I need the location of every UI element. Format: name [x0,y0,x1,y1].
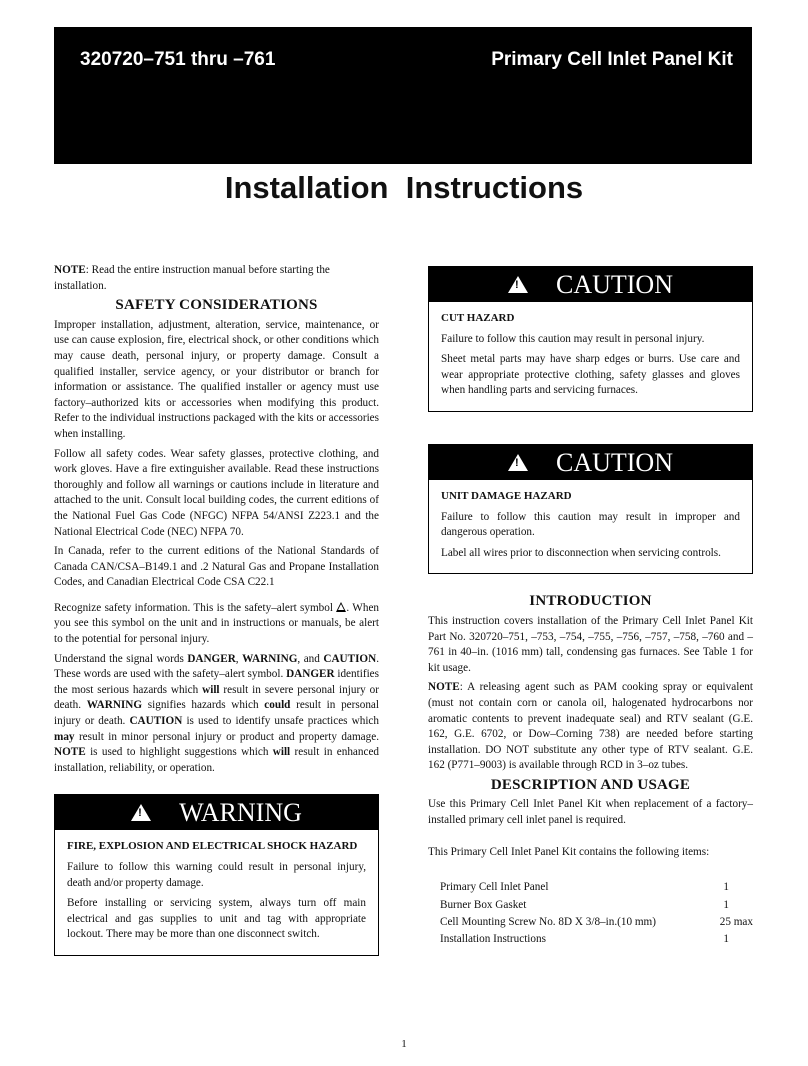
list-item [440,880,753,897]
item-name: Cell Mounting Screw No. 8D X 3/8–in.(10 mm) [440,916,656,929]
item-qty: 1 [723,933,729,946]
sw-text: identifies the most serious hazards which [54,668,379,696]
safety-paragraph-1: Improper installation, adjustment, alteration, service, maintenance, or use can cause explosion, fire, electrical shock, or other conditions which may cause death, personal injury, or property damage. Consult a qualified installer, service agency, or your distributor or branch for information or assistance. The qualified installer or agency must use factory–authorized kits or accessories when modifying this product. Refer to the individual instructions packaged with the kits or accessories when installing. [54,318,379,440]
introduction-paragraph: This instruction covers installation of the Primary Cell Inlet Panel Kit Part No. 320720–751, –753, –754, –755, –756, –757, –758, –760 and –761 in 40–in. (1016 mm) tall, condensing gas furnaces. See Table 1 for kit usage. [428,614,753,674]
description-heading: DESCRIPTION AND USAGE [490,776,691,793]
description-paragraph-1: Use this Primary Cell Inlet Panel Kit when replacement of a factory–installed primary cell inlet panel is required. [428,798,753,827]
sw-text: signifies hazards which [142,699,265,712]
caution-hazard: CUT HAZARD [441,312,515,324]
kit-items-list [428,880,753,950]
caution-box-unit-damage [428,444,753,574]
caution-body [429,480,752,573]
item-name: Burner Box Gasket [440,898,527,911]
warning-box [54,794,379,956]
safety-paragraph-3: In Canada, refer to the current editions of the National Standards of Canada CAN/CSA–B149.1 and .2 Natural Gas and Propane Installation Codes, and Canadian Electrical Code CSA C22.1 [54,545,379,589]
sw-text: result in minor personal injury or product and property damage. [74,730,379,743]
item-name: Primary Cell Inlet Panel [440,881,549,894]
sw-danger: DANGER [187,652,236,665]
caution-box-cut [428,266,753,412]
safety-paragraph-4 [54,601,379,648]
item-qty: 25 max [719,916,753,929]
sw-may: may [54,730,75,743]
caution-header [429,445,752,480]
caution-text-2: Sheet metal parts may have sharp edges or burrs. Use care and wear appropriate protective clothing, safety glasses and gloves when handling parts and servicing furnaces. [441,353,740,397]
sw-text: result in enhanced installation, reliability, or operation. [54,746,380,774]
caution-triangle-icon [508,276,528,293]
item-name: Installation Instructions [440,933,546,946]
header-bar [54,27,752,164]
caution-hazard: UNIT DAMAGE HAZARD [441,489,572,502]
caution-triangle-icon [508,454,528,471]
safety-alert-icon [336,602,346,612]
right-column [428,266,753,950]
item-qty: 1 [723,898,729,911]
description-paragraph-2: This Primary Cell Inlet Panel Kit contains the following items: [428,845,710,858]
warning-hazard: FIRE, EXPLOSION AND ELECTRICAL SHOCK HAZARD [67,840,358,853]
sw-text: result in personal injury or death. [54,699,379,728]
list-item [440,898,753,915]
kit-title: Primary Cell Inlet Panel Kit [491,49,733,70]
caution-label: CAUTION [556,447,673,477]
warning-header [55,795,378,830]
sw-warning: WARNING [86,699,143,712]
list-item [440,915,753,932]
sw-danger: DANGER [286,668,335,681]
sw-text: . These words are used with the safety–alert symbol. [54,652,380,681]
introduction-heading: INTRODUCTION [529,593,652,610]
caution-body [429,302,752,411]
warning-label: WARNING [179,798,302,828]
introduction-note-label: NOTE [428,681,460,694]
signal-words-paragraph [54,652,379,777]
warning-triangle-icon [131,804,151,821]
sw-caution: CAUTION [129,715,183,728]
sw-will: will [272,746,291,759]
sw-caution: CAUTION [323,652,377,665]
sw-text: , and [297,652,324,665]
sw-warning: WARNING [242,652,298,665]
sw-could: could [264,699,291,712]
part-numbers: 320720–751 thru –761 [80,49,276,70]
caution-label: CAUTION [556,269,673,299]
sw-will: will [202,683,220,696]
sw-note: NOTE [54,746,86,759]
page-title: Installation Instructions [224,170,584,205]
left-column [54,263,379,956]
warning-text-1: Failure to follow this warning could result in personal injury, death and/or property damage. [67,861,366,889]
note-label: NOTE [54,264,86,276]
warning-body [55,830,378,955]
caution-text-1: Failure to follow this caution may result in personal injury. [441,332,705,345]
safety-heading: SAFETY CONSIDERATIONS [115,297,318,314]
safety-alert-text-a: Recognize safety information. This is the safety–alert symbol [54,601,337,614]
sw-text: Understand the signal words [54,652,188,665]
sw-text: is used to identify unsafe practices which [182,715,379,728]
list-item [440,932,753,949]
caution-text-2: Label all wires prior to disconnection when servicing controls. [441,546,721,559]
item-qty: 1 [723,881,729,894]
caution-header [429,267,752,302]
sw-text: result in severe personal injury or death. [54,683,379,712]
sw-text: is used to highlight suggestions which [85,746,273,759]
safety-alert-text-b: . When you see this symbol on the unit and in instructions or manuals, be alert to the potential for personal injury. [54,601,380,646]
note-paragraph [54,263,379,294]
safety-paragraph-2: Follow all safety codes. Wear safety glasses, protective clothing, and work gloves. Have a fire extinguisher available. Read these instructions thoroughly and follow all warnings or cautions include in literature and attached to the unit. Consult local building codes, the current editions of the National Fuel Gas Code (NFGC) NFPA 54/ANSI Z223.1 and the National Electrical Code (NEC) NFPA 70. [54,447,379,538]
warning-text-2: Before installing or servicing system, always turn off main electrical and gas supplies to unit and tag with appropriate lockout. There may be more than one disconnect switch. [67,897,366,941]
introduction-note-text: : A releasing agent such as PAM cooking spray or equivalent (must not contain corn or canola oil, halogenated hydrocarbons nor aromatic contents to prevent inadequate seal) and RTV sealant (G.E. 162, G.E. 6702, or Dow–Corning 738) are needed before starting installation. DO NOT substitute any other type of RTV sealant. G.E. 162 (P771–9003) is available through RCD in 3–oz tubes. [428,681,753,772]
sw-text: , [235,652,243,665]
introduction-note [428,680,753,774]
page-number: 1 [401,1038,407,1050]
note-text: : Read the entire instruction manual before starting the installation. [54,264,330,292]
caution-text-1: Failure to follow this caution may result in improper and dangerous operation. [441,510,740,539]
